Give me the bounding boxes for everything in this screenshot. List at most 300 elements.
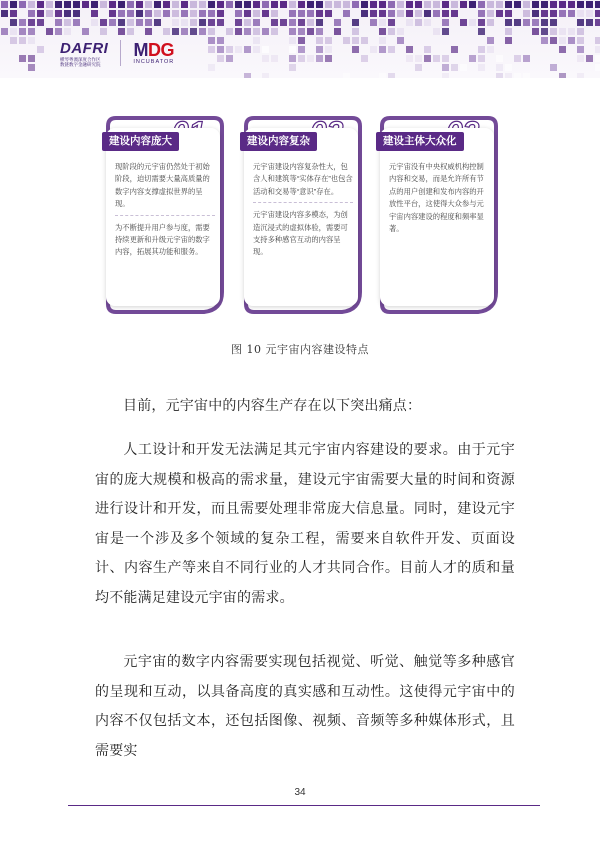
mdg-logo-mark-rest: DG — [148, 40, 175, 60]
mosaic-tile — [190, 28, 197, 35]
mosaic-tile — [577, 73, 584, 78]
mosaic-tile — [190, 1, 197, 8]
mosaic-tile — [370, 1, 377, 8]
mosaic-tile — [145, 28, 152, 35]
mosaic-tile — [262, 73, 269, 78]
card-2-paragraph-2: 元宇宙建设内容多模态，为创造沉浸式的虚拟体验，需要可支持多种感官互动的内容呈现。 — [253, 210, 348, 257]
mosaic-tile — [532, 1, 539, 8]
mosaic-tile — [442, 55, 449, 62]
mosaic-tile — [595, 19, 600, 26]
mosaic-tile — [253, 37, 260, 44]
mosaic-tile — [37, 10, 44, 17]
mosaic-tile — [388, 19, 395, 26]
mosaic-tile — [1, 28, 8, 35]
mosaic-tile — [118, 28, 125, 35]
mosaic-tile — [217, 10, 224, 17]
mosaic-tile — [451, 10, 458, 17]
intro-text: 目前，元宇宙中的内容生产存在以下突出痛点： — [123, 398, 422, 414]
mosaic-tile — [55, 10, 62, 17]
mosaic-tile — [19, 55, 26, 62]
mosaic-tile — [541, 1, 548, 8]
mosaic-tile — [334, 28, 341, 35]
mosaic-tile — [172, 28, 179, 35]
mosaic-tile — [469, 19, 476, 26]
mosaic-tile — [442, 19, 449, 26]
mosaic-tile — [10, 37, 17, 44]
mosaic-tile — [451, 1, 458, 8]
mosaic-tile — [433, 10, 440, 17]
mosaic-tile — [271, 28, 278, 35]
mosaic-tile — [469, 55, 476, 62]
mosaic-tile — [235, 28, 242, 35]
mosaic-tile — [523, 55, 530, 62]
logo-divider — [120, 40, 121, 66]
mosaic-tile — [28, 37, 35, 44]
dafri-logo-mark: DAFRI — [60, 39, 109, 57]
mosaic-tile — [370, 19, 377, 26]
mosaic-tile — [586, 10, 593, 17]
mosaic-tile — [91, 19, 98, 26]
mosaic-tile — [46, 1, 53, 8]
mosaic-tile — [316, 55, 323, 62]
mosaic-tile — [424, 46, 431, 53]
mdg-logo-mark-m: M — [133, 40, 149, 60]
mosaic-tile — [136, 1, 143, 8]
mosaic-tile — [235, 19, 242, 26]
mosaic-tile — [487, 37, 494, 44]
card-3-title: 建设主体大众化 — [376, 132, 464, 151]
mosaic-tile — [262, 46, 269, 53]
mosaic-tile — [181, 19, 188, 26]
mosaic-tile — [577, 55, 584, 62]
mosaic-tile — [460, 1, 467, 8]
body-paragraph-2-text: 元宇宙的数字内容需要实现包括视觉、听觉、触觉等多种感官的呈现和互动，以具备高度的真实感和互动性。这使得元宇宙中的内容不仅包括文本，还包括图像、视频、音频等多种媒体形式，且需要实 — [95, 654, 515, 759]
dafri-logo-subtitle-2: 数链数字金融研究院 — [60, 61, 101, 67]
mosaic-tile — [298, 1, 305, 8]
mosaic-tile — [577, 28, 584, 35]
mosaic-tile — [568, 37, 575, 44]
mosaic-tile — [379, 1, 386, 8]
mosaic-tile — [325, 10, 332, 17]
mosaic-tile — [415, 10, 422, 17]
mosaic-tile — [307, 1, 314, 8]
card-3-panel — [380, 128, 494, 306]
mosaic-tile — [10, 28, 17, 35]
mosaic-tile — [289, 19, 296, 26]
mosaic-tile — [118, 19, 125, 26]
mosaic-tile — [469, 1, 476, 8]
mosaic-tile — [451, 64, 458, 71]
mosaic-tile — [478, 1, 485, 8]
mosaic-tile — [325, 55, 332, 62]
mosaic-tile — [298, 46, 305, 53]
mosaic-tile — [379, 28, 386, 35]
mosaic-tile — [253, 19, 260, 26]
mosaic-tile — [271, 1, 278, 8]
intro-paragraph — [95, 392, 515, 422]
mosaic-tile — [388, 1, 395, 8]
mosaic-tile — [10, 1, 17, 8]
card-2-paragraph-1: 元宇宙建设内容复杂性大，包含人和建筑等“实体存在”也包含活动和交易等“意识”存在。 — [253, 162, 353, 196]
mosaic-tile — [442, 28, 449, 35]
mosaic-tile — [361, 55, 368, 62]
mosaic-tile — [397, 28, 404, 35]
mosaic-tile — [253, 46, 260, 53]
mosaic-tile — [280, 1, 287, 8]
mosaic-tile — [289, 1, 296, 8]
mosaic-tile — [577, 19, 584, 26]
mosaic-tile — [262, 1, 269, 8]
mosaic-tile — [199, 10, 206, 17]
mosaic-tile — [316, 46, 323, 53]
mosaic-tile — [163, 28, 170, 35]
mosaic-tile — [505, 1, 512, 8]
mosaic-tile — [595, 46, 600, 53]
mosaic-tile — [1, 1, 8, 8]
mosaic-tile — [271, 55, 278, 62]
mosaic-tile — [208, 28, 215, 35]
mosaic-tile — [82, 1, 89, 8]
mosaic-tile — [478, 46, 485, 53]
mosaic-tile — [181, 28, 188, 35]
mosaic-tile — [280, 19, 287, 26]
mosaic-tile — [217, 37, 224, 44]
mosaic-tile — [586, 55, 593, 62]
mosaic-tile — [505, 73, 512, 78]
mosaic-tile — [586, 1, 593, 8]
mosaic-tile — [136, 10, 143, 17]
mosaic-tile — [55, 19, 62, 26]
mosaic-tile — [208, 64, 215, 71]
mosaic-tile — [487, 19, 494, 26]
mosaic-tile — [217, 46, 224, 53]
dafri-logo-subtitle-1: 横琴粤澳深度合作区 — [60, 56, 101, 62]
mosaic-tile — [46, 28, 53, 35]
mosaic-tile — [514, 19, 521, 26]
mosaic-tile — [352, 28, 359, 35]
mosaic-tile — [370, 46, 377, 53]
mosaic-tile — [316, 10, 323, 17]
mosaic-tile — [415, 55, 422, 62]
mosaic-tile — [352, 46, 359, 53]
mosaic-tile — [154, 19, 161, 26]
mosaic-tile — [325, 46, 332, 53]
mosaic-tile — [271, 19, 278, 26]
mosaic-tile — [73, 19, 80, 26]
page-header — [0, 0, 600, 78]
mosaic-tile — [442, 73, 449, 78]
mosaic-tile — [442, 64, 449, 71]
mosaic-tile — [397, 37, 404, 44]
mosaic-tile — [379, 46, 386, 53]
card-2-panel — [244, 128, 358, 306]
mosaic-tile — [496, 1, 503, 8]
mosaic-tile — [397, 10, 404, 17]
mosaic-tile — [163, 1, 170, 8]
mosaic-tile — [226, 1, 233, 8]
mosaic-tile — [316, 28, 323, 35]
mosaic-tile — [55, 28, 62, 35]
mosaic-tile — [28, 28, 35, 35]
mosaic-tile — [559, 1, 566, 8]
mdg-logo-mark — [134, 41, 175, 59]
mosaic-tile — [532, 19, 539, 26]
mosaic-tile — [118, 10, 125, 17]
mdg-logo-subtitle: INCUBATOR — [133, 59, 175, 65]
mosaic-tile — [478, 19, 485, 26]
mosaic-tile — [127, 28, 134, 35]
mosaic-tile — [478, 55, 485, 62]
mosaic-tile — [523, 1, 530, 8]
mosaic-tile — [199, 19, 206, 26]
mosaic-tile — [406, 55, 413, 62]
mosaic-tile — [235, 1, 242, 8]
mosaic-tile — [28, 64, 35, 71]
mosaic-tile — [433, 28, 440, 35]
page-number: 34 — [294, 787, 306, 798]
mosaic-tile — [505, 37, 512, 44]
mosaic-tile — [577, 1, 584, 8]
mosaic-tile — [289, 55, 296, 62]
mosaic-tile — [442, 10, 449, 17]
mosaic-tile — [523, 10, 530, 17]
mosaic-tile — [298, 28, 305, 35]
mosaic-tile — [199, 28, 206, 35]
mosaic-tile — [172, 1, 179, 8]
mosaic-tile — [424, 1, 431, 8]
mosaic-tile — [559, 73, 566, 78]
footer-rule — [68, 805, 540, 806]
mosaic-tile — [73, 1, 80, 8]
mosaic-tile — [64, 28, 71, 35]
mosaic-tile — [496, 73, 503, 78]
mosaic-tile — [19, 28, 26, 35]
mosaic-tile — [64, 19, 71, 26]
mosaic-tile — [289, 37, 296, 44]
mosaic-tile — [208, 19, 215, 26]
mosaic-tile — [298, 37, 305, 44]
mosaic-tile — [388, 73, 395, 78]
mosaic-tile — [109, 19, 116, 26]
mosaic-tile — [208, 37, 215, 44]
mosaic-tile — [10, 10, 17, 17]
card-3-body — [389, 161, 489, 239]
mosaic-tile — [271, 10, 278, 17]
mosaic-tile — [208, 10, 215, 17]
mosaic-tile — [505, 10, 512, 17]
mosaic-tile — [487, 10, 494, 17]
mosaic-tile — [487, 1, 494, 8]
mosaic-tile — [388, 46, 395, 53]
mosaic-tile — [64, 1, 71, 8]
mosaic-tile — [559, 46, 566, 53]
mosaic-tile — [289, 28, 296, 35]
card-1-panel — [106, 128, 220, 306]
mosaic-tile — [289, 64, 296, 71]
mosaic-tile — [235, 10, 242, 17]
mosaic-tile — [190, 19, 197, 26]
mosaic-tile — [172, 19, 179, 26]
mosaic-tile — [397, 1, 404, 8]
mosaic-tile — [550, 28, 557, 35]
mosaic-tile — [10, 19, 17, 26]
mosaic-tile — [28, 10, 35, 17]
mosaic-tile — [568, 28, 575, 35]
mosaic-tile — [361, 1, 368, 8]
card-3-paragraph-1: 元宇宙没有中央权威机构控制内容和交易，而是允许所有节点的用户创建和发布内容的开放性平台，这使得大众参与元宇宙内容建设的程度和频率显著。 — [389, 162, 484, 234]
mosaic-tile — [487, 46, 494, 53]
mosaic-tile — [19, 37, 26, 44]
mosaic-tile — [577, 37, 584, 44]
mosaic-tile — [289, 10, 296, 17]
card-1-paragraph-2: 为不断提升用户参与度，需要持续更新和升级元宇宙的数字内容，拓展其功能和服务。 — [115, 222, 210, 257]
mosaic-tile — [577, 10, 584, 17]
card-1-paragraph-1: 现阶段的元宇宙仍然处于初始阶段，迫切需要大量高质量的数字内容支撑虚拟世界的呈现。 — [115, 162, 210, 209]
mosaic-tile — [514, 1, 521, 8]
mosaic-tile — [415, 64, 422, 71]
mosaic-tile — [217, 19, 224, 26]
mosaic-tile — [559, 37, 566, 44]
mosaic-tile — [64, 10, 71, 17]
mosaic-tile — [343, 37, 350, 44]
mosaic-tile — [316, 19, 323, 26]
mosaic-tile — [514, 73, 521, 78]
mosaic-tile — [118, 1, 125, 8]
mosaic-tile — [244, 46, 251, 53]
mosaic-tile — [424, 10, 431, 17]
mosaic-tile — [37, 1, 44, 8]
mosaic-tile — [307, 28, 314, 35]
card-2-title: 建设内容复杂 — [240, 132, 317, 151]
mosaic-tile — [379, 19, 386, 26]
mosaic-tile — [478, 64, 485, 71]
mosaic-tile — [478, 10, 485, 17]
body-paragraph-1 — [95, 436, 515, 613]
mosaic-tile — [406, 46, 413, 53]
mosaic-tile — [208, 46, 215, 53]
mosaic-tile — [82, 28, 89, 35]
mosaic-tile — [253, 1, 260, 8]
mosaic-tile — [316, 37, 323, 44]
mosaic-tile — [163, 10, 170, 17]
mosaic-tile — [361, 10, 368, 17]
mosaic-tile — [424, 19, 431, 26]
mosaic-tile — [217, 1, 224, 8]
mosaic-tile — [145, 19, 152, 26]
mosaic-tile — [37, 46, 44, 53]
mosaic-tile — [181, 10, 188, 17]
figure-content-features — [0, 110, 600, 325]
mosaic-tile — [307, 19, 314, 26]
mosaic-tile — [100, 1, 107, 8]
mosaic-tile — [505, 28, 512, 35]
mosaic-tile — [541, 28, 548, 35]
mosaic-tile — [586, 19, 593, 26]
card-1-title: 建设内容庞大 — [102, 132, 179, 151]
mosaic-tile — [496, 10, 503, 17]
mosaic-tile — [154, 10, 161, 17]
mosaic-tile — [343, 73, 350, 78]
mosaic-tile — [289, 46, 296, 53]
mosaic-tile — [172, 10, 179, 17]
mosaic-tile — [550, 64, 557, 71]
body-paragraph-2 — [95, 648, 515, 766]
mosaic-tile — [100, 28, 107, 35]
mosaic-tile — [343, 10, 350, 17]
mosaic-tile — [19, 19, 26, 26]
mosaic-tile — [298, 10, 305, 17]
mosaic-tile — [226, 28, 233, 35]
mosaic-tile — [190, 10, 197, 17]
figure-caption: 图 10 元宇宙内容建设特点 — [231, 343, 369, 356]
mosaic-tile — [559, 10, 566, 17]
card-1-body — [115, 161, 215, 263]
mosaic-tile — [343, 1, 350, 8]
mosaic-tile — [325, 37, 332, 44]
mosaic-tile — [595, 10, 600, 17]
mosaic-tile — [595, 55, 600, 62]
mosaic-tile — [442, 1, 449, 8]
mosaic-tile — [532, 10, 539, 17]
mosaic-tile — [244, 73, 251, 78]
mosaic-tile — [316, 1, 323, 8]
mosaic-tile — [541, 37, 548, 44]
mosaic-tile — [379, 37, 386, 44]
card-2-divider — [253, 202, 353, 203]
mdg-incubator-logo — [133, 41, 174, 65]
mosaic-tile — [424, 55, 431, 62]
mosaic-tile — [127, 19, 134, 26]
mosaic-tile — [433, 1, 440, 8]
mosaic-tile — [568, 10, 575, 17]
mosaic-tile — [460, 19, 467, 26]
mosaic-tile — [406, 10, 413, 17]
mosaic-tile — [550, 10, 557, 17]
mosaic-tile — [496, 64, 503, 71]
mosaic-tile — [595, 64, 600, 71]
mosaic-tile — [550, 1, 557, 8]
mosaic-tile — [595, 37, 600, 44]
card-2-body — [253, 161, 353, 263]
mosaic-tile — [181, 1, 188, 8]
mosaic-tile — [208, 1, 215, 8]
mosaic-tile — [388, 10, 395, 17]
card-1 — [96, 110, 256, 322]
mosaic-tile — [262, 28, 269, 35]
mosaic-tile — [109, 1, 116, 8]
mosaic-tile — [532, 28, 539, 35]
mosaic-tile — [28, 55, 35, 62]
mosaic-tile — [370, 10, 377, 17]
mosaic-tile — [244, 1, 251, 8]
mosaic-tile — [550, 19, 557, 26]
mosaic-tile — [100, 19, 107, 26]
mosaic-tile — [154, 1, 161, 8]
mosaic-tile — [253, 10, 260, 17]
mosaic-tile — [496, 55, 503, 62]
mosaic-tile — [451, 46, 458, 53]
mosaic-tile — [73, 10, 80, 17]
mosaic-tile — [145, 10, 152, 17]
mosaic-tile — [298, 55, 305, 62]
mosaic-tile — [541, 19, 548, 26]
mosaic-tile — [361, 37, 368, 44]
mosaic-tile — [109, 10, 116, 17]
mosaic-tile — [406, 1, 413, 8]
mosaic-tile — [568, 1, 575, 8]
mosaic-tile — [298, 19, 305, 26]
mosaic-tile — [433, 55, 440, 62]
